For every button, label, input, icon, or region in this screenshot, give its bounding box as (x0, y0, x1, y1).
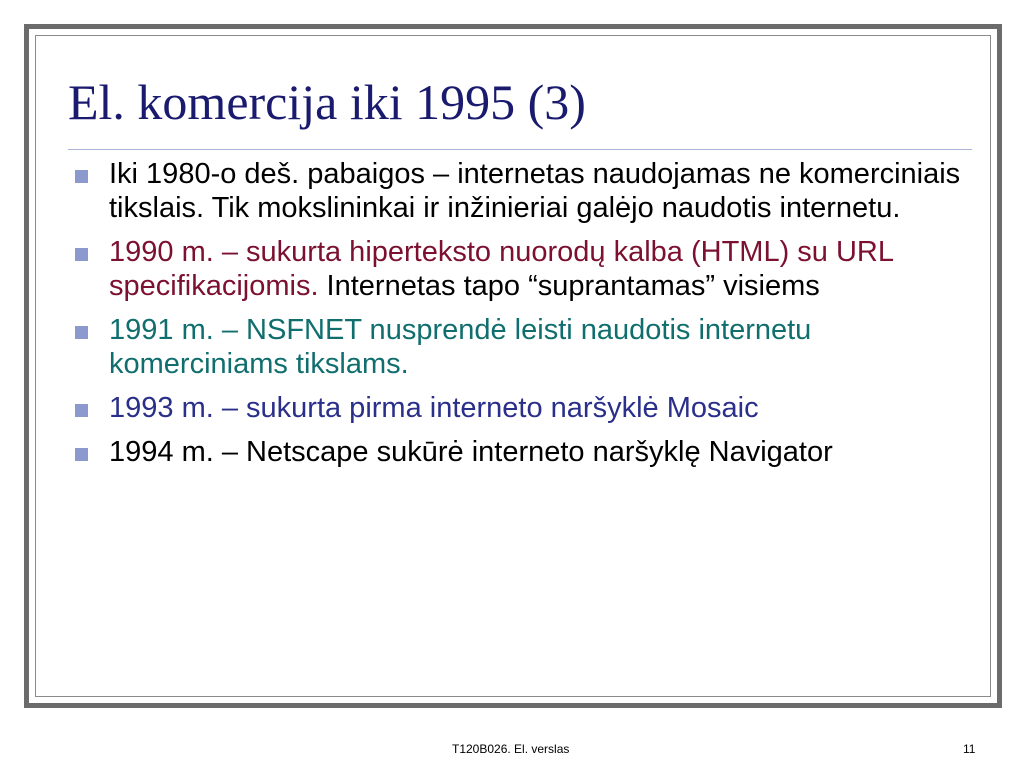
bullet-text: Iki 1980-o deš. pabaigos – internetas naudojamas ne komerciniais tikslais. Tik mokslininkai ir inžinieriai galėjo naudotis internetu. (109, 158, 961, 224)
bullet-text: 1991 m. – NSFNET nusprendė leisti naudotis internetu komerciniams tikslams. (109, 314, 812, 380)
bullet-item-1994 (68, 435, 968, 469)
square-bullet-icon (75, 326, 88, 339)
bullet-item-1980 (68, 157, 968, 225)
bullet-list (68, 157, 968, 479)
bullet-text: 1994 m. – Netscape sukūrė interneto naršyklę Navigator (109, 436, 833, 468)
slide-title: El. komercija iki 1995 (3) (68, 74, 586, 130)
footer-page-number: 11 (963, 742, 976, 756)
bullet-item-1990 (68, 235, 968, 303)
title-divider (68, 149, 972, 150)
bullet-text: Internetas tapo “suprantamas” visiems (318, 270, 820, 302)
square-bullet-icon (75, 448, 88, 461)
bullet-text: 1993 m. – sukurta pirma interneto naršyklė Mosaic (109, 392, 759, 424)
square-bullet-icon (75, 170, 88, 183)
bullet-item-1991 (68, 313, 968, 381)
square-bullet-icon (75, 404, 88, 417)
bullet-text-highlight: 1990 m. – sukurta hiperteksto nuorodų kalba (HTML) su URL specifikacijomis. (109, 236, 893, 302)
bullet-item-1993 (68, 391, 968, 425)
square-bullet-icon (75, 248, 88, 261)
footer-course-label: T120B026. El. verslas (452, 742, 570, 756)
